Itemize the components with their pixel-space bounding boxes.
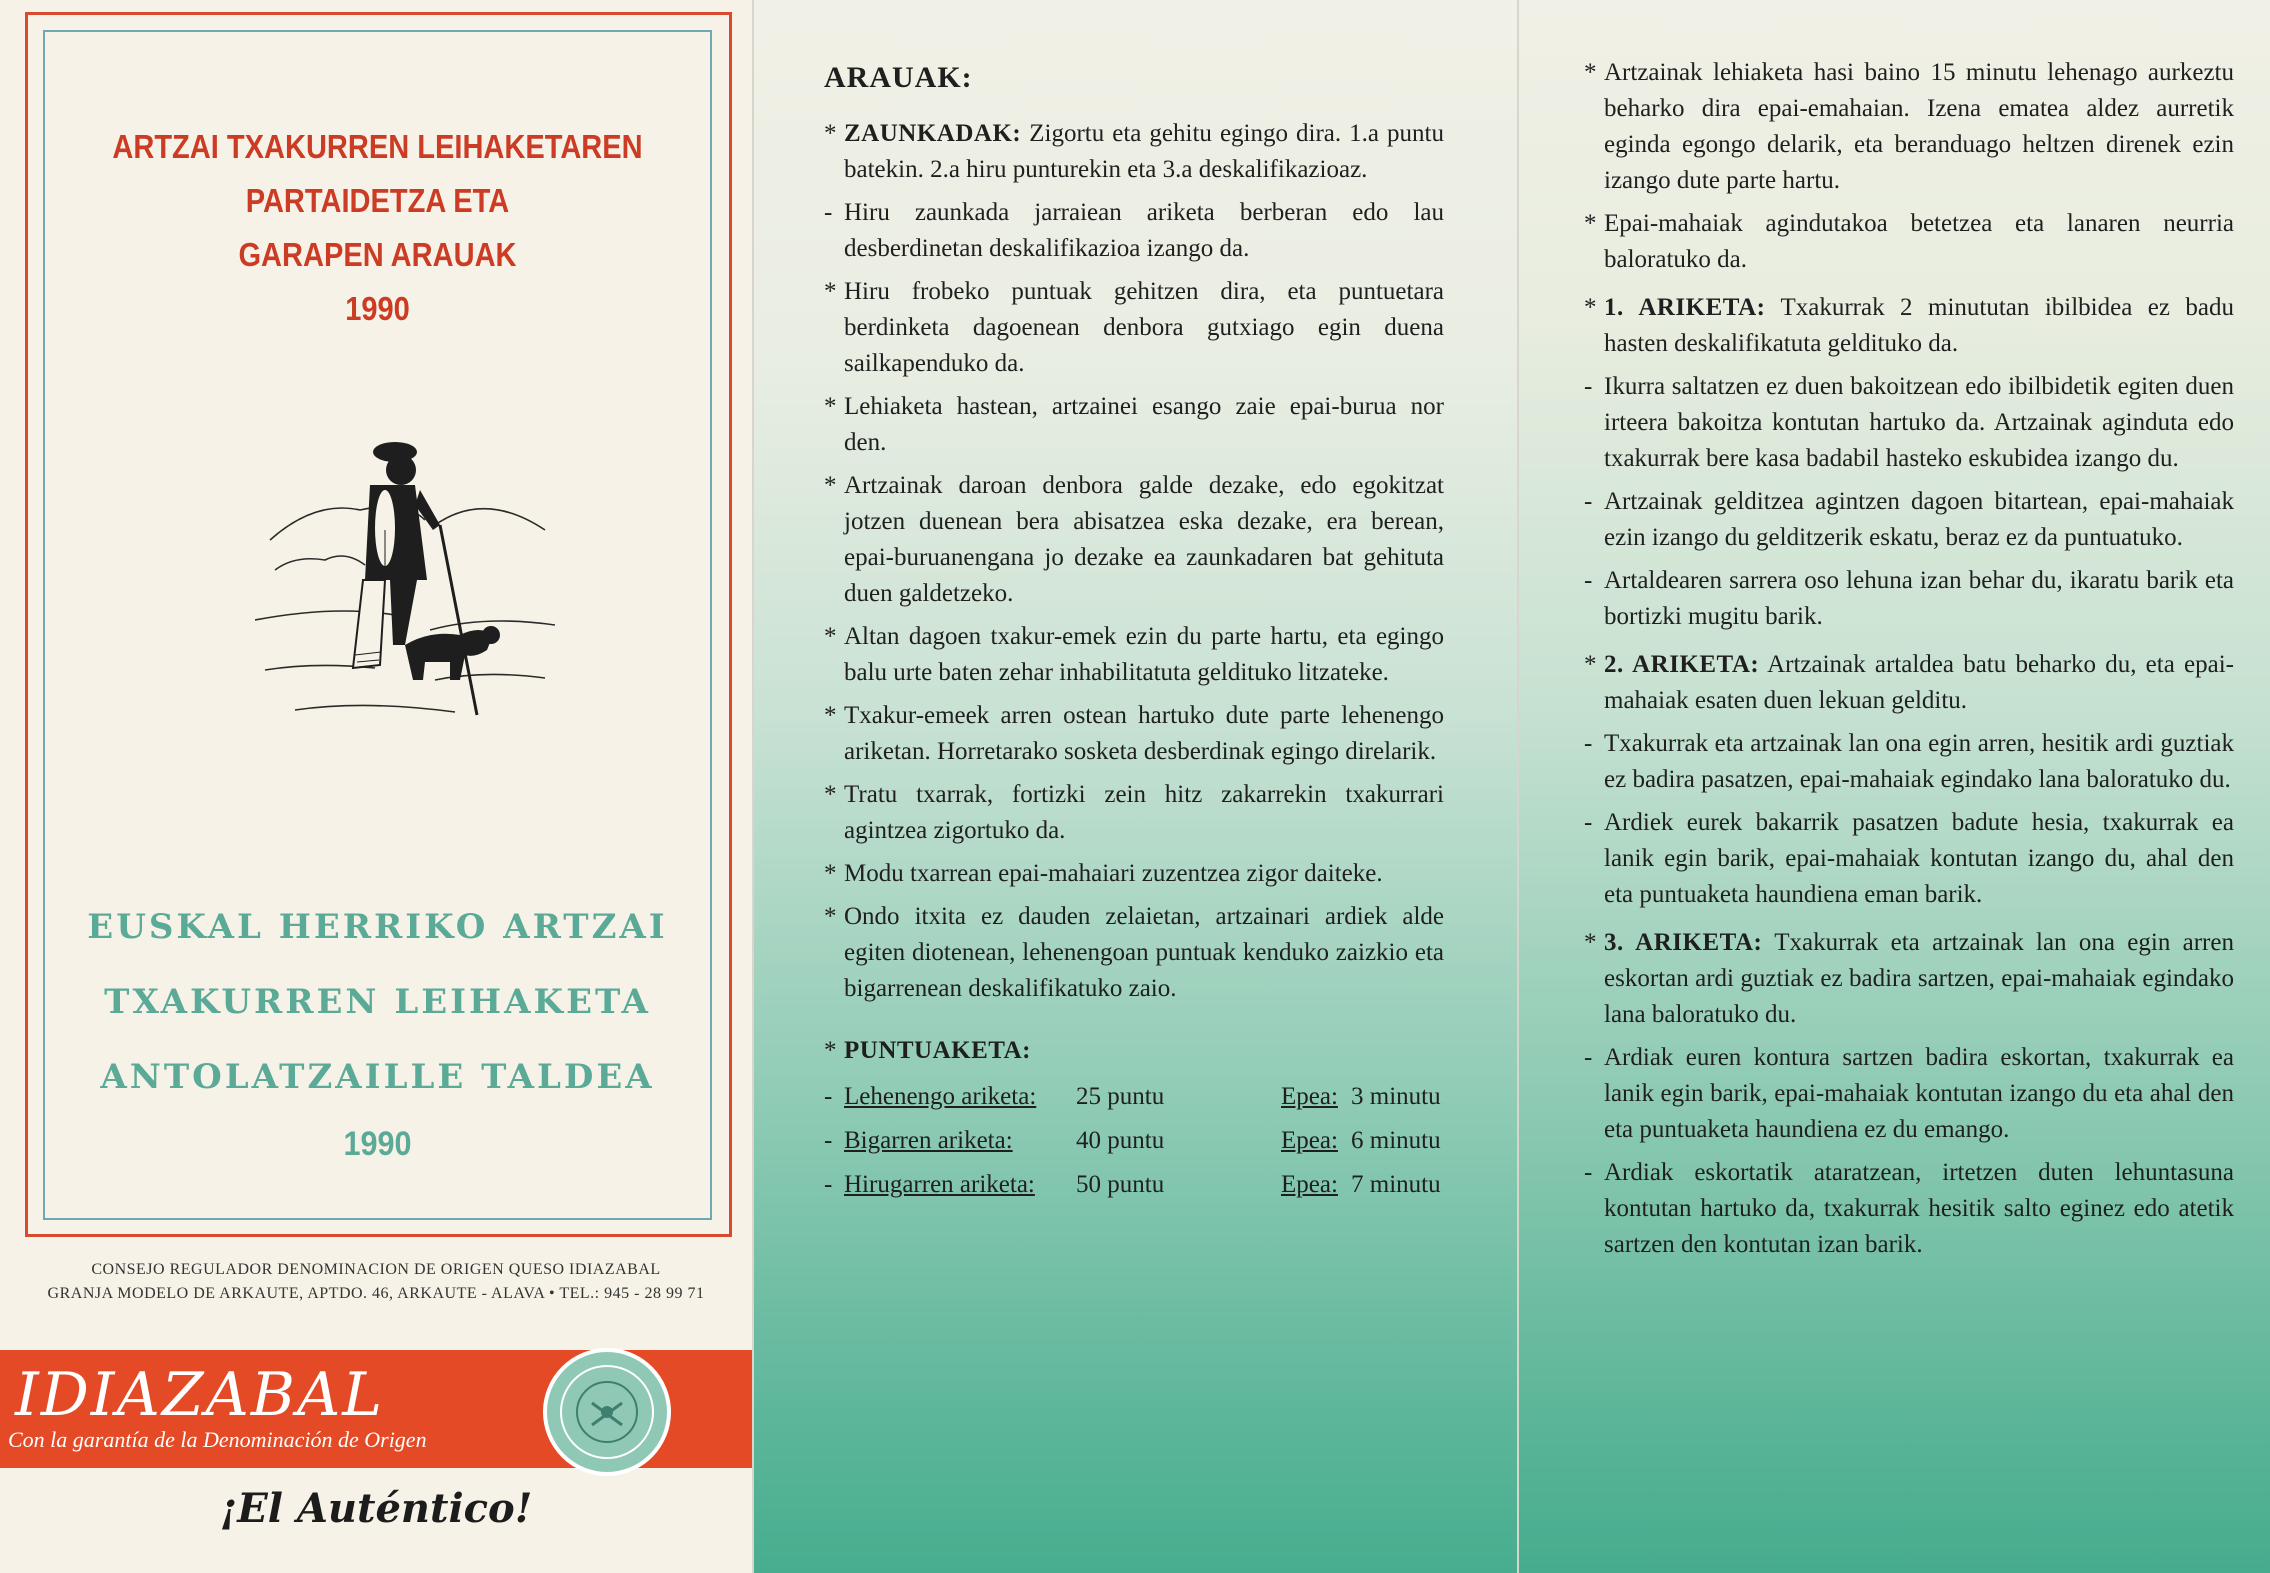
bullet-mark: *: [824, 120, 837, 147]
item-text: Epai-mahaiak agindutakoa betetzea eta lanaren neurria baloratuko da.: [1604, 210, 2234, 273]
list-item: [1584, 1155, 2234, 1263]
cover-panel: [0, 0, 752, 1573]
item-text: Hiru zaunkada jarraiean ariketa berberan edo lau desberdinetan deskalifikazioa izango da.: [844, 199, 1444, 262]
bullet-mark: *: [1584, 59, 1597, 86]
item-text: Txakur-emeek arren ostean hartuko dute parte lehenengo ariketan. Horretarako sosketa desberdinak egingo direlarik.: [844, 702, 1444, 765]
consejo-line: GRANJA MODELO DE ARKAUTE, APTDO. 46, ARKAUTE - ALAVA • TEL.: 945 - 28 99 71: [47, 1285, 705, 1302]
item-text: Txakurrak eta artzainak lan ona egin arren, hesitik ardi guztiak ez badira pasatzen, epai-mahaiak egindako lana baloratuko du.: [1604, 730, 2234, 793]
bullet-mark: -: [824, 1171, 833, 1198]
epea-label: Epea:: [1281, 1171, 1338, 1198]
list-item: [1584, 206, 2234, 278]
denomination-seal-icon: [540, 1345, 675, 1480]
epea-label: Epea:: [1281, 1127, 1338, 1154]
bullet-mark: *: [1584, 294, 1597, 321]
item-text: Zigortu eta gehitu egingo dira. 1.a puntu batekin. 2.a hiru punturekin eta 3.a deskalifikazioaz.: [844, 120, 1444, 183]
item-text: Ardiak eskortatik ataratzean, irtetzen duten lehuntasuna kontutan hartuko da, txakurrak hesitik salto eginez edo atetik sartzen den kontutan izan barik.: [1604, 1159, 2234, 1258]
item-text: Ardiek eurek bakarrik pasatzen badute hesia, txakurrak ea lanik egin barik, epai-mahaiak kontutan izango du, ahal den eta puntuaketa haundiena eman barik.: [1604, 809, 2234, 908]
rules-panel: [752, 0, 1517, 1573]
list-item: [1584, 647, 2234, 719]
exercise-points: 50 puntu: [1076, 1171, 1165, 1198]
exercise-time: 3 minutu: [1351, 1083, 1441, 1110]
list-item: [824, 698, 1444, 770]
list-item: [824, 899, 1444, 1007]
list-item: [1584, 484, 2234, 556]
rules-heading: ARAUAK:: [824, 61, 973, 94]
table-row: [824, 1163, 1444, 1207]
bullet-mark: *: [824, 781, 837, 808]
cover-title-line: GARAPEN ARAUAK: [238, 236, 517, 273]
cover-title-line: ARTZAI TXAKURREN LEIHAKETAREN: [112, 128, 643, 165]
list-item: [824, 777, 1444, 849]
organizer-line: EUSKAL HERRIKO ARTZAI: [87, 907, 668, 947]
bullet-mark: *: [824, 393, 837, 420]
consejo-address: [0, 1258, 752, 1306]
item-lead: 2. ARIKETA:: [1604, 651, 1760, 678]
item-text: Hiru frobeko puntuak gehitzen dira, eta puntuetara berdinketa dagoenean denbora gutxiago egin duena sailkapenduko da.: [844, 278, 1444, 377]
brand-logo-text: IDIAZABAL: [15, 1360, 385, 1430]
list-item: [824, 116, 1444, 188]
exercise-label: Hirugarren ariketa:: [844, 1171, 1035, 1198]
cover-title: [83, 120, 672, 336]
list-item: [1584, 369, 2234, 477]
list-item: [824, 619, 1444, 691]
item-text: Modu txarrean epai-mahaiari zuzentzea zigor daiteke.: [844, 860, 1383, 887]
organizer-line: TXAKURREN LEIHAKETA: [104, 982, 651, 1022]
bullet-mark: *: [1584, 651, 1597, 678]
bullet-mark: -: [1584, 1044, 1593, 1071]
list-item: [824, 856, 1444, 892]
item-text: Artzainak lehiaketa hasi baino 15 minutu lehenago aurkeztu beharko dira epai-emahaian. Izena ematea aldez aurretik eginda egongo delarik, eta beranduago heltzen direnek ezin izango dute parte hartu.: [1604, 59, 2234, 194]
item-text: Ondo itxita ez dauden zelaietan, artzainari ardiek alde egiten diotenean, lehenengoan puntuak kenduko zaizkio eta bigarrenean deskalifikatuko zaio.: [844, 903, 1444, 1002]
list-item: [1584, 805, 2234, 913]
bullet-mark: -: [1584, 488, 1593, 515]
bullet-mark: -: [824, 199, 833, 226]
organizer-line: ANTOLATZAILLE TALDEA: [100, 1057, 655, 1097]
consejo-line: CONSEJO REGULADOR DENOMINACION DE ORIGEN QUESO IDIAZABAL: [91, 1261, 661, 1278]
list-item: [1584, 1040, 2234, 1148]
bullet-mark: *: [1584, 210, 1597, 237]
bullet-mark: -: [1584, 1159, 1593, 1186]
list-item: [1584, 563, 2234, 635]
scoring-heading: [824, 1033, 1444, 1069]
exercise-points: 40 puntu: [1076, 1127, 1165, 1154]
bullet-mark: *: [824, 623, 837, 650]
rules-column: [824, 60, 1444, 1207]
bullet-mark: -: [1584, 809, 1593, 836]
table-row: [824, 1075, 1444, 1119]
exercises-list: [1584, 55, 2234, 1263]
table-row: [824, 1119, 1444, 1163]
list-item: [1584, 55, 2234, 199]
list-item: [824, 389, 1444, 461]
item-text: Tratu txarrak, fortizki zein hitz zakarrekin txakurrari agintzea zigortuko da.: [844, 781, 1444, 844]
bullet-mark: *: [824, 1037, 837, 1064]
exercise-points: 25 puntu: [1076, 1083, 1165, 1110]
bullet-mark: *: [824, 702, 837, 729]
exercise-label: Bigarren ariketa:: [844, 1127, 1013, 1154]
item-text: Txakurrak eta artzainak lan ona egin arren eskortan ardi guztiak ez badira sartzen, epai-mahaiak egindako lana baloratuko du.: [1604, 929, 2234, 1028]
list-item: [824, 274, 1444, 382]
brand-tagline: Con la garantía de la Denominación de Origen: [8, 1427, 427, 1452]
list-item: [824, 468, 1444, 612]
bullet-mark: *: [824, 278, 837, 305]
cover-title-line: PARTAIDETZA ETA: [245, 182, 510, 219]
bullet-mark: -: [824, 1083, 833, 1110]
item-lead: 1. ARIKETA:: [1604, 294, 1766, 321]
item-text: Artzainak gelditzea agintzen dagoen bitartean, epai-mahaiak ezin izango du gelditzerik eskatu, beraz ez da puntuatuko.: [1604, 488, 2234, 551]
slogan: ¡El Auténtico!: [219, 1485, 533, 1532]
epea-label: Epea:: [1281, 1083, 1338, 1110]
item-lead: ZAUNKADAK:: [844, 120, 1022, 147]
list-item: [1584, 290, 2234, 362]
item-text: Altan dagoen txakur-emek ezin du parte hartu, eta egingo balu urte baten zehar inhabilitatuta geldituko litzateke.: [844, 623, 1444, 686]
item-text: Ardiak euren kontura sartzen badira eskortan, txakurrak ea lanik egin barik, epai-mahaiak kontutan izango du eta ahal den eta puntuaketa haundiena ez du emango.: [1604, 1044, 2234, 1143]
bullet-mark: *: [824, 472, 837, 499]
bullet-mark: -: [1584, 567, 1593, 594]
bullet-mark: -: [1584, 730, 1593, 757]
cover-title-year: 1990: [345, 290, 410, 327]
item-text: Ikurra saltatzen ez duen bakoitzean edo ibilbidetik egiten duen irteera bakoitza kontutan hartuko da. Artzainak aginduta edo txakurrak bere kasa badabil hasteko eskubidea izango du.: [1604, 373, 2234, 472]
bullet-mark: *: [1584, 929, 1597, 956]
item-text: Artaldearen sarrera oso lehuna izan behar du, ikaratu barik eta bortizki mugitu barik.: [1604, 567, 2234, 630]
exercise-time: 7 minutu: [1351, 1171, 1441, 1198]
rules-list: [824, 116, 1444, 1007]
bullet-mark: *: [824, 903, 837, 930]
exercises-column: [1584, 55, 2234, 1270]
item-text: Artzainak daroan denbora galde dezake, edo egokitzat jotzen duenean bera abisatzea eska dezake, era berean, epai-buruanengana jo dezake ea zaunkadaren bat gehituta duen galdetzeko.: [844, 472, 1444, 607]
organizer-year: 1990: [343, 1125, 412, 1163]
list-item: [824, 195, 1444, 267]
bullet-mark: -: [1584, 373, 1593, 400]
exercises-panel: [1517, 0, 2270, 1573]
list-item: [1584, 726, 2234, 798]
item-text: Txakurrak 2 minututan ibilbidea ez badu hasten deskalifikatuta geldituko da.: [1604, 294, 2234, 357]
scoring-table: [824, 1075, 1444, 1207]
exercise-label: Lehenengo ariketa:: [844, 1083, 1037, 1110]
item-text: Lehiaketa hastean, artzainei esango zaie epai-burua nor den.: [844, 393, 1444, 456]
organizer-name: [43, 890, 712, 1115]
bullet-mark: *: [824, 860, 837, 887]
bullet-mark: -: [824, 1127, 833, 1154]
list-item: [1584, 925, 2234, 1033]
scoring-title: PUNTUAKETA:: [844, 1037, 1031, 1064]
shepherd-illustration: [255, 430, 555, 730]
item-text: Artzainak artaldea batu beharko du, eta epai-mahaiak esaten duen lekuan gelditu.: [1604, 651, 2234, 714]
exercise-time: 6 minutu: [1351, 1127, 1441, 1154]
item-lead: 3. ARIKETA:: [1604, 929, 1763, 956]
